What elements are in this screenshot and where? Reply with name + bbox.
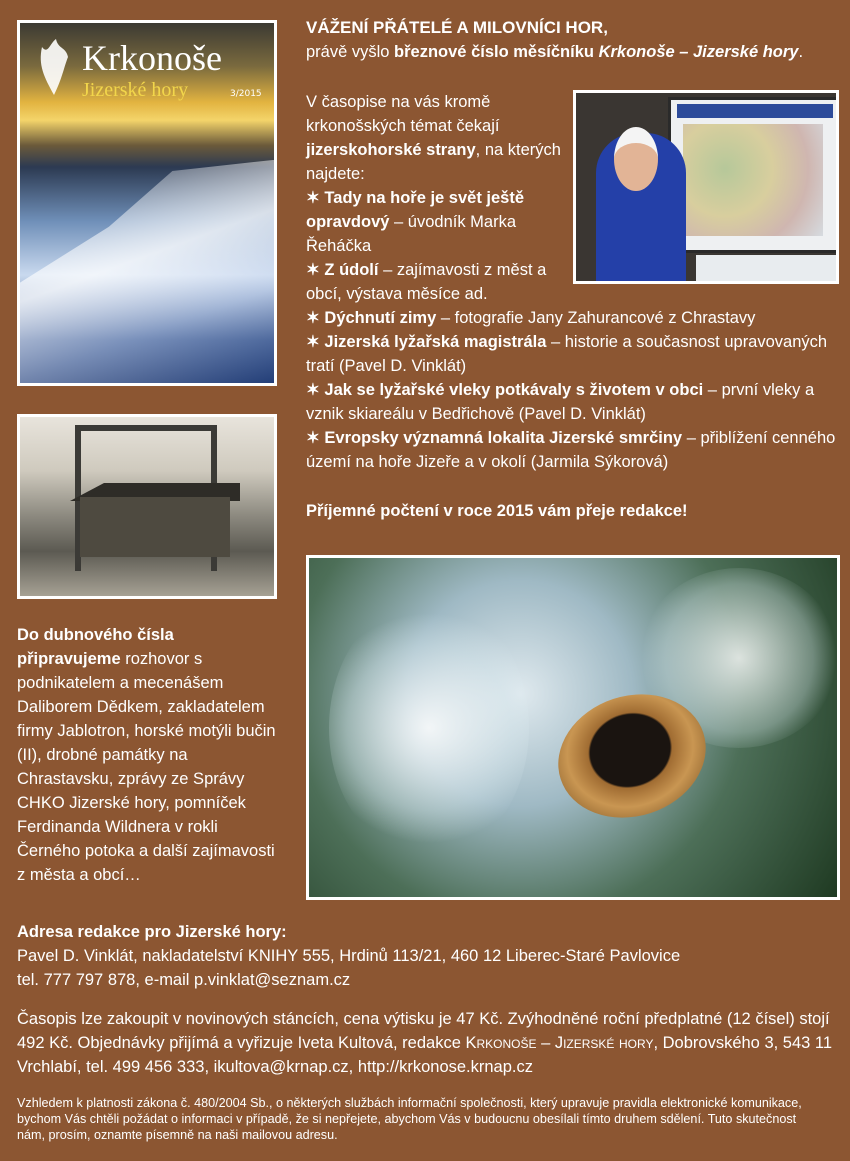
address-heading: Adresa redakce pro Jizerské hory: <box>17 923 287 941</box>
magazine-name: Krkonoše – Jizerské hory <box>598 43 799 61</box>
map-board <box>668 97 839 253</box>
cover-logo-title: Krkonoše <box>82 38 222 78</box>
next-issue-block <box>17 623 277 887</box>
person-head <box>614 127 658 191</box>
article-title: ✶ Tady na hoře je svět ještě opravdový <box>306 189 525 231</box>
article-title: ✶ Jizerská lyžařská magistrála <box>306 333 547 351</box>
contact-line: tel. 777 797 878, e-mail p.vinklat@seznam.cz <box>17 971 351 989</box>
woman-with-map-photo <box>573 90 839 284</box>
article-title: ✶ Jak se lyžařské vleky potkávaly s životem v obci <box>306 381 704 399</box>
snowy-mountain <box>20 160 274 383</box>
map-board-title <box>677 104 833 118</box>
editorial-address <box>17 920 847 992</box>
contents-list <box>306 306 846 474</box>
trail-map <box>683 124 823 236</box>
next-issue-text: rozhovor s podnikatelem a mecenášem Daliborem Dědkem, zakladatelem firmy Jablotron, horské motýli bučin (II), drobné památky na Chrastavsku, zprávy ze Správy CHKO Jizerské hory, pomníček Ferdinanda Wildnera v rokli Černého potoka a další zajímavosti z města a obcí… <box>17 650 276 884</box>
cover-logo-subtitle: Jizerské hory <box>82 79 189 101</box>
magazine-cover-image <box>17 20 277 386</box>
legal-notice: Vzhledem k platnosti zákona č. 480/2004 Sb., o některých službách informační společnosti, který upravuje pravidla elektronické komunikace, bychom Vás chtěli požádat o informaci v případě, že si nepřejete, abychom Vás v budoucnu obesílali tímto druhem sdělení. Tuto skutečnost nám, prosím, oznamte písemně na naši mailovou adresu. <box>17 1096 802 1142</box>
intro-block <box>306 16 846 64</box>
frost-crystals <box>329 598 529 858</box>
list-item <box>306 330 846 378</box>
historic-ski-lift-photo <box>17 414 277 599</box>
contents-intro <box>306 90 568 306</box>
article-desc: – úvodník Marka Řeháčka <box>306 213 517 255</box>
frosted-nut-photo <box>306 555 840 900</box>
intro-text: právě vyšlo <box>306 43 395 61</box>
next-issue-bold: Do dubnového čísla připravujeme <box>17 626 174 668</box>
article-desc: – zajímavosti z měst a obcí, výstava měsíce ad. <box>306 261 547 303</box>
list-item <box>306 306 846 330</box>
article-title: ✶ Dýchnutí zimy <box>306 309 437 327</box>
article-title: ✶ Evropsky významná lokalita Jizerské smrčiny <box>306 429 683 447</box>
sponsor-sign <box>696 255 836 283</box>
list-item <box>306 378 846 426</box>
contents-text-end: , na kterých najdete: <box>306 141 561 183</box>
logo-leaf-icon <box>34 37 74 97</box>
article-title: ✶ Z údolí <box>306 261 379 279</box>
article-desc: – fotografie Jany Zahurancové z Chrastavy <box>436 309 756 327</box>
intro-line <box>306 40 846 64</box>
intro-end: . <box>798 43 804 61</box>
cover-issue-number: 3/2015 <box>230 89 262 99</box>
subscription-text: Časopis lze zakoupit v novinových stáncích, cena výtisku je 47 Kč. Zvýhodněné roční předplatné (12 čísel) stojí 492 Kč. Objednávky přijímá a vyřizuje Iveta Kultová, redakce <box>17 1010 830 1052</box>
magazine-name-smallcaps: Krkonoše – Jizerské hory <box>465 1034 654 1052</box>
list-item <box>306 426 846 474</box>
intro-heading: VÁŽENÍ PŘÁTELÉ A MILOVNÍCI HOR, <box>306 18 608 37</box>
house <box>80 497 230 557</box>
contents-bold: jizerskohorské strany <box>306 141 476 159</box>
subscription-info <box>17 1007 847 1079</box>
address-line: Pavel D. Vinklát, nakladatelství KNIHY 555, Hrdinů 113/21, 460 12 Liberec-Staré Pavlovice <box>17 947 681 965</box>
closing-greeting: Příjemné počtení v roce 2015 vám přeje redakce! <box>306 502 688 520</box>
article-desc: – historie a současnost upravovaných tratí (Pavel D. Vinklát) <box>306 333 828 375</box>
contents-text: V časopise na vás kromě krkonošských témat čekají <box>306 93 500 135</box>
subscription-contact: , Dobrovského 3, 543 11 Vrchlabí, tel. 499 456 333, ikultova@krnap.cz, http://krkonose.krnap.cz <box>17 1034 833 1076</box>
article-desc: – první vleky a vznik skiareálu v Bedřichově (Pavel D. Vinklát) <box>306 381 815 423</box>
intro-bold: březnové číslo měsíčníku <box>394 43 594 61</box>
article-desc: – přiblížení cenného území na hoře Jizeře a v okolí (Jarmila Sýkorová) <box>306 429 836 471</box>
